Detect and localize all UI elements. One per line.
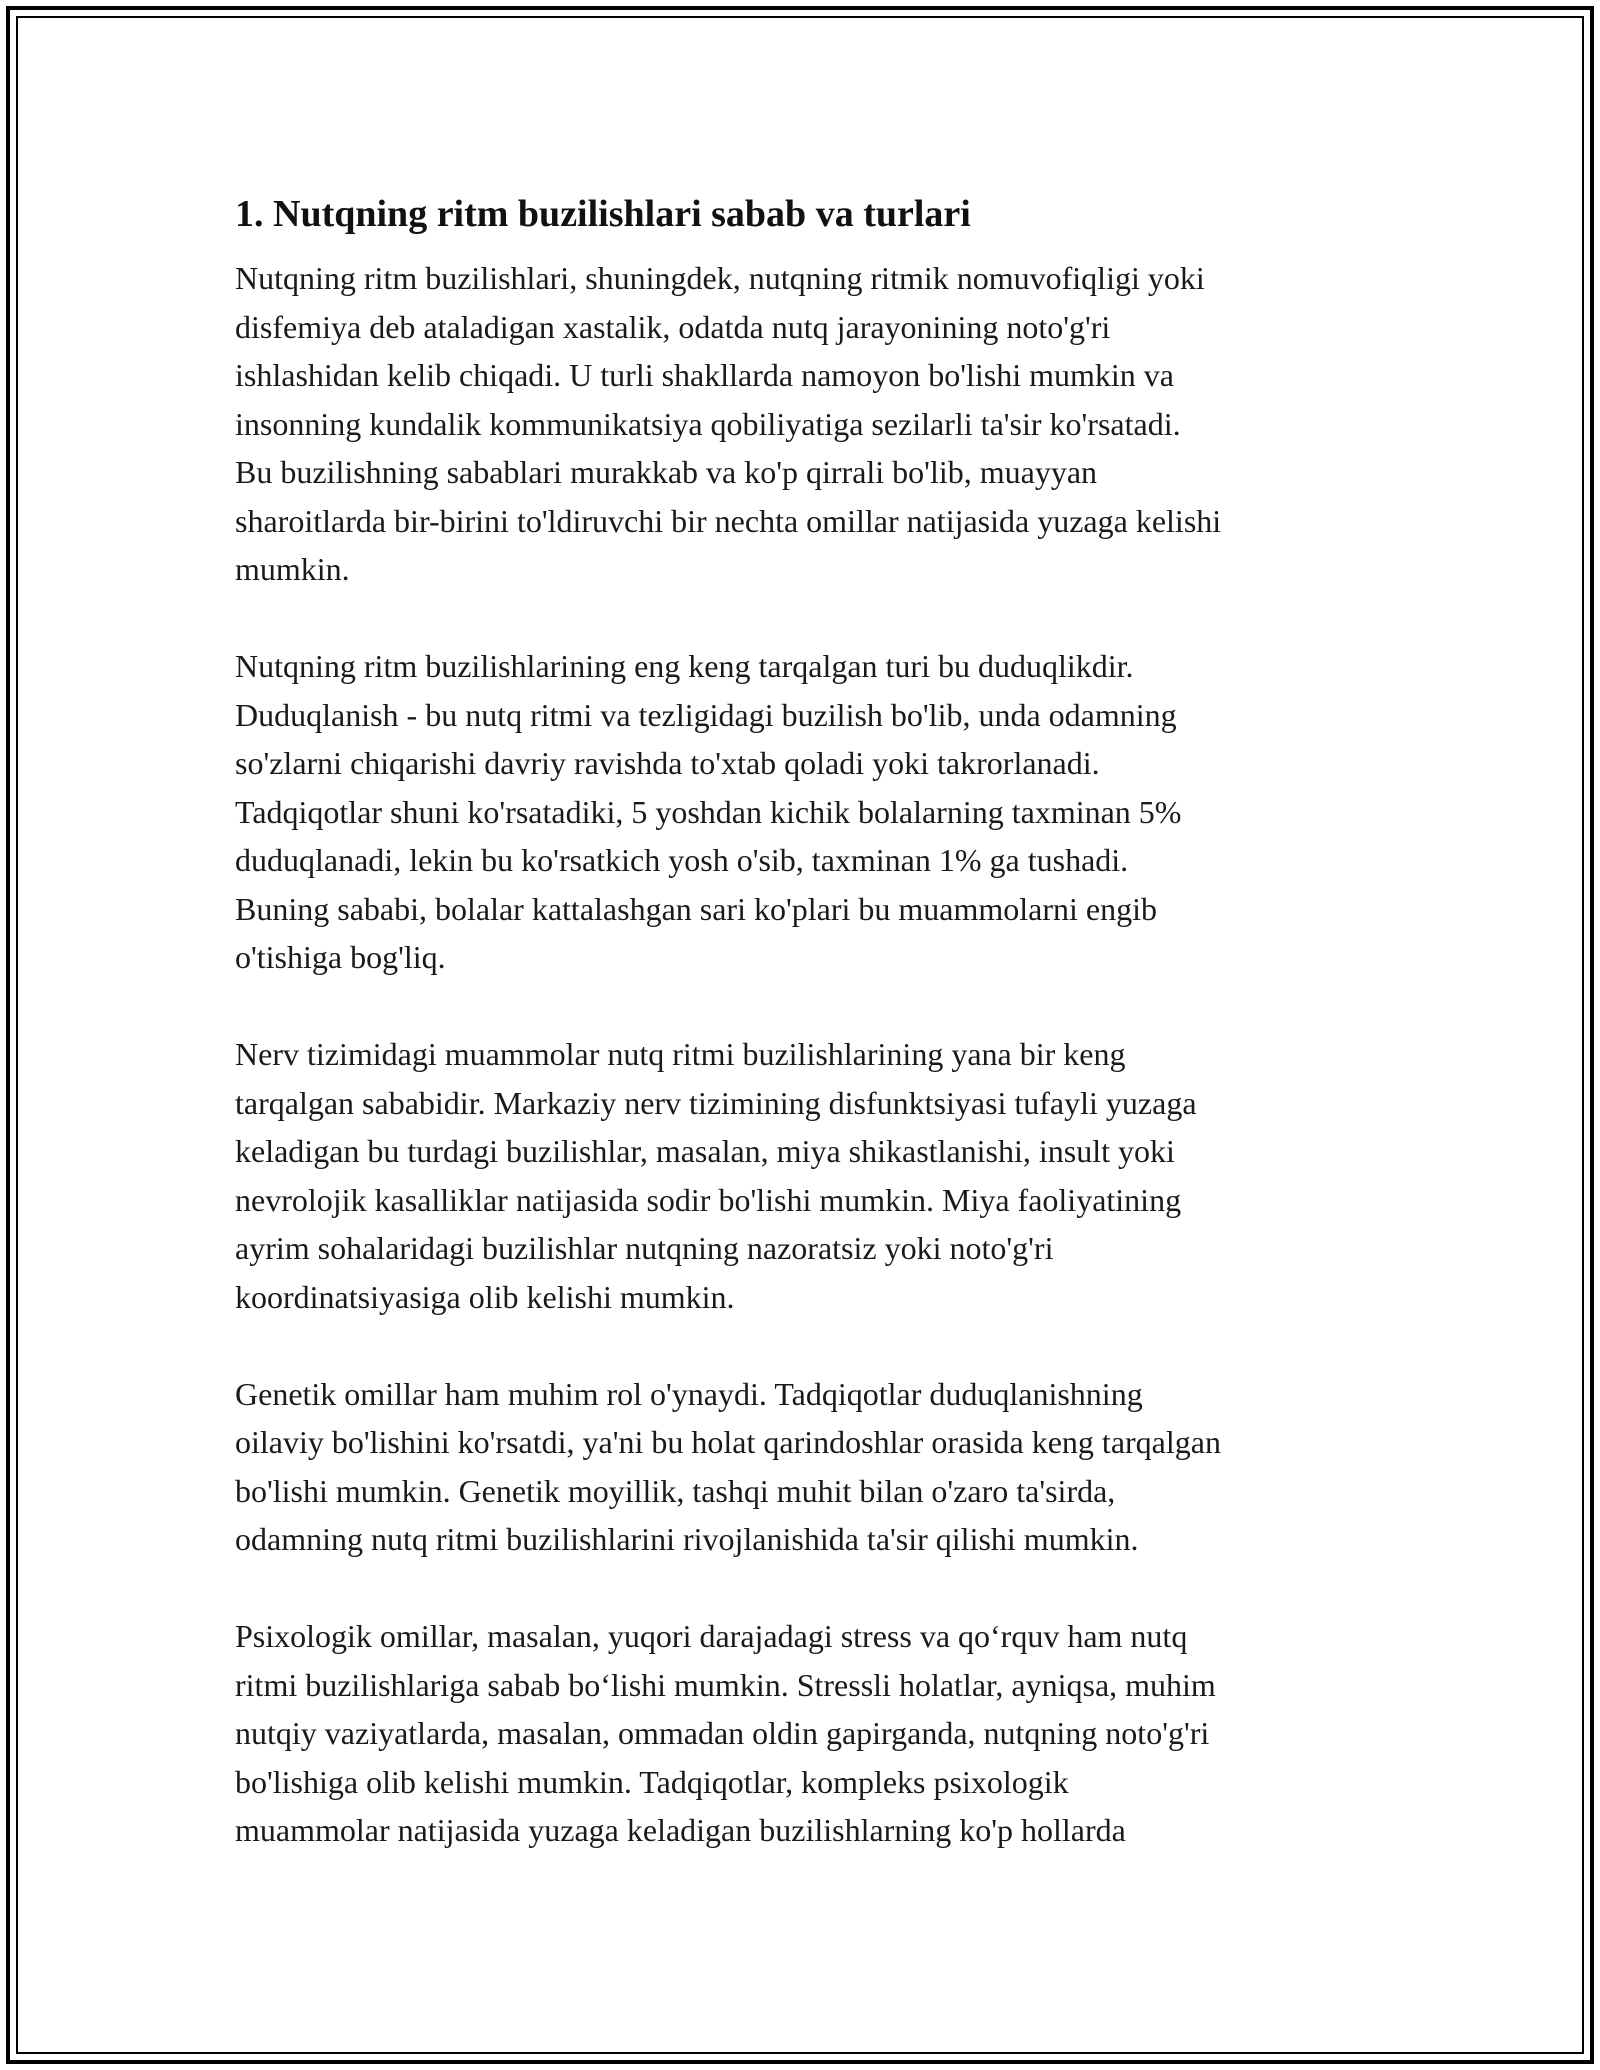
- text-line: tarqalgan sababidir. Markaziy nerv tizimining disfunktsiyasi tufayli yuzaga: [235, 1084, 1197, 1121]
- section-heading: 1. Nutqning ritm buzilishlari sabab va turlari: [235, 193, 971, 235]
- text-line: Nutqning ritm buzilishlari, shuningdek, nutqning ritmik nomuvofiqligi yoki: [235, 260, 1205, 296]
- text-line: Buning sababi, bolalar kattalashgan sari ko'plari bu muammolarni engib: [235, 890, 1157, 927]
- text-line: odamning nutq ritmi buzilishlarini rivojlanishida ta'sir qilishi mumkin.: [235, 1521, 1139, 1557]
- text-line: insonning kundalik kommunikatsiya qobiliyatiga sezilarli ta'sir ko'rsatadi.: [235, 405, 1181, 442]
- text-line: so'zlarni chiqarishi davriy ravishda to'xtab qoladi yoki takrorlanadi.: [235, 745, 1100, 781]
- paragraph-intro: [235, 254, 1375, 594]
- paragraph-nervous-system: [235, 1030, 1375, 1321]
- text-line: Nutqning ritm buzilishlarining eng keng tarqalgan turi bu duduqlikdir.: [235, 648, 1134, 684]
- text-line: muammolar natijasida yuzaga keladigan buzilishlarning ko'p hollarda: [235, 1812, 1126, 1848]
- text-line: ayrim sohalaridagi buzilishlar nutqning nazoratsiz yoki noto'g'ri: [235, 1230, 1054, 1266]
- document-body: [235, 186, 1375, 1855]
- text-line: Genetik omillar ham muhim rol o'ynaydi. Tadqiqotlar duduqlanishning: [235, 1375, 1143, 1412]
- paragraph-genetics: [235, 1370, 1375, 1564]
- text-line: bo'lishiga olib kelishi mumkin. Tadqiqotlar, kompleks psixologik: [235, 1763, 1069, 1800]
- text-line: duduqlanadi, lekin bu ko'rsatkich yosh o'sib, taxminan 1% ga tushadi.: [235, 842, 1129, 878]
- text-line: Nerv tizimidagi muammolar nutq ritmi buzilishlarining yana bir keng: [235, 1036, 1126, 1072]
- text-line: Duduqlanish - bu nutq ritmi va tezligidagi buzilish bo'lib, unda odamning: [235, 696, 1177, 733]
- text-line: Bu buzilishning sabablari murakkab va ko'p qirrali bo'lib, muayyan: [235, 454, 1098, 490]
- text-line: bo'lishi mumkin. Genetik moyillik, tashqi muhit bilan o'zaro ta'sirda,: [235, 1472, 1116, 1509]
- paragraph-stuttering: [235, 642, 1375, 982]
- text-line: oilaviy bo'lishini ko'rsatdi, ya'ni bu holat qarindoshlar orasida keng tarqalgan: [235, 1424, 1221, 1460]
- text-line: o'tishiga bog'liq.: [235, 939, 446, 975]
- text-line: Psixologik omillar, masalan, yuqori darajadagi stress va qo‘rquv ham nutq: [235, 1618, 1188, 1654]
- text-line: nevrolojik kasalliklar natijasida sodir bo'lishi mumkin. Miya faoliyatining: [235, 1181, 1182, 1218]
- paragraph-psychology: [235, 1612, 1375, 1855]
- text-line: ritmi buzilishlariga sabab bo‘lishi mumkin. Stressli holatlar, ayniqsa, muhim: [235, 1666, 1216, 1703]
- text-line: disfemiya deb ataladigan xastalik, odatda nutq jarayonining noto'g'ri: [235, 308, 1111, 345]
- text-line: Tadqiqotlar shuni ko'rsatadiki, 5 yoshdan kichik bolalarning taxminan 5%: [235, 793, 1182, 830]
- text-line: keladigan bu turdagi buzilishlar, masalan, miya shikastlanishi, insult yoki: [235, 1133, 1175, 1169]
- text-line: mumkin.: [235, 551, 350, 587]
- text-line: sharoitlarda bir-birini to'ldiruvchi bir nechta omillar natijasida yuzaga kelishi: [235, 502, 1222, 539]
- text-line: ishlashidan kelib chiqadi. U turli shakllarda namoyon bo'lishi mumkin va: [235, 357, 1174, 393]
- text-line: nutqiy vaziyatlarda, masalan, ommadan oldin gapirganda, nutqning noto'g'ri: [235, 1715, 1210, 1751]
- text-line: koordinatsiyasiga olib kelishi mumkin.: [235, 1278, 735, 1315]
